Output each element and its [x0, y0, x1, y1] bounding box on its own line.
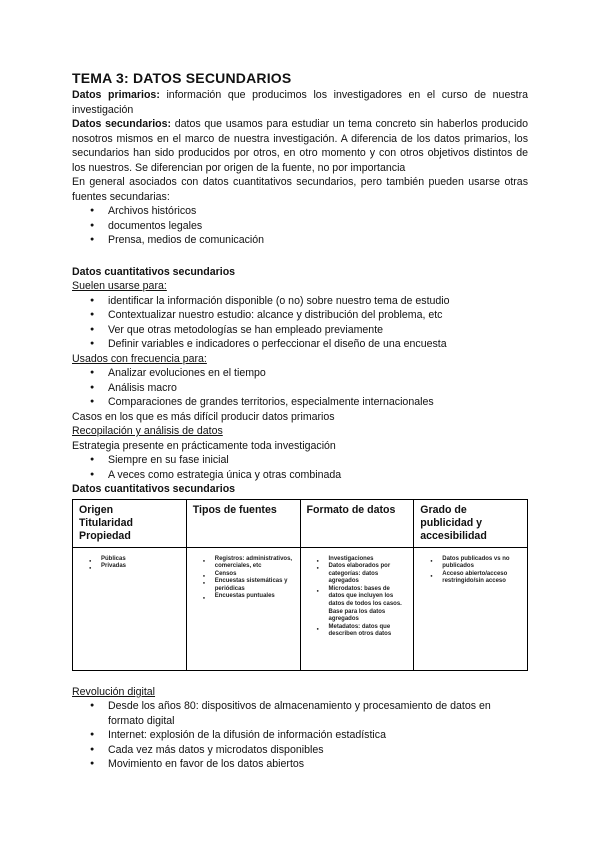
recopilacion-label: Recopilación y análisis de datos [72, 425, 223, 437]
cell-formato [300, 547, 414, 670]
suelen-list [72, 294, 528, 352]
list-item: ● identificar la información disponible (o no) sobre nuestro tema de estudio [108, 294, 528, 309]
list-item: ● Contextualizar nuestro estudio: alcance y distribución del problema, etc [108, 308, 528, 323]
header-origen: Origen Titularidad Propiedad [73, 499, 187, 547]
list-item: ● Registros: administrativos, comerciales, etc [215, 556, 294, 571]
secundarios-paragraph [72, 117, 528, 175]
list-item: ● Prensa, medios de comunicación [108, 233, 528, 248]
list-item: ● Censos [215, 571, 294, 579]
revolucion-list [72, 699, 528, 772]
list-item: ● Investigaciones [329, 556, 408, 564]
list-item: ● A veces como estrategia única y otras combinada [108, 468, 528, 483]
list-item: ● Acceso abierto/acceso restringido/sin acceso [442, 571, 521, 586]
list-item: ● Comparaciones de grandes territorios, especialmente internacionales [108, 395, 528, 410]
list-item: ● Metadatos: datos que describen otros datos [329, 624, 408, 639]
revolucion-label: Revolución digital [72, 685, 156, 698]
fuentes-list [72, 204, 528, 248]
sources-table [72, 499, 528, 671]
list-item: ● Datos elaborados por categorías: datos agregados [329, 563, 408, 586]
primarios-text: información que producimos los investigadores en el curso de nuestra investigación [72, 89, 528, 116]
list-item: ● Desde los años 80: dispositivos de almacenamiento y procesamiento de datos en formato digital [108, 699, 528, 728]
list-item: ● Encuestas puntuales [215, 593, 294, 601]
header-tipos: Tipos de fuentes [186, 499, 300, 547]
document-page [72, 70, 528, 772]
list-item: ● Datos publicados vs no publicados [442, 556, 521, 571]
cuantitativos-heading: Datos cuantitativos secundarios [72, 265, 236, 278]
list-item: ● Cada vez más datos y microdatos disponibles [108, 743, 528, 758]
estrategia-text: Estrategia presente en prácticamente toda investigación [72, 439, 336, 452]
header-grado: Grado de publicidad y accesibilidad [414, 499, 528, 547]
suelen-label: Suelen usarse para: [72, 280, 167, 292]
table-header-row [73, 499, 528, 547]
cell-grado [414, 547, 528, 670]
list-item: ● Movimiento en favor de los datos abiertos [108, 757, 528, 772]
list-item: ● Siempre en su fase inicial [108, 453, 528, 468]
list-item: ● Ver que otras metodologías se han empleado previamente [108, 323, 528, 338]
page-title: TEMA 3: DATOS SECUNDARIOS [72, 70, 292, 86]
general-text: En general asociados con datos cuantitativos secundarios, pero también pueden usarse otras fuentes secundarias: [72, 176, 528, 203]
estrategia-list [72, 453, 528, 482]
list-item: ● Microdatos: bases de datos que incluyen los datos de todos los casos. Base para los datos agregados [329, 586, 408, 624]
table-heading: Datos cuantitativos secundarios [72, 483, 236, 495]
list-item: ● Privadas [101, 563, 180, 571]
primarios-label: Datos primarios: [72, 89, 160, 101]
list-item: ● documentos legales [108, 219, 528, 234]
primarios-paragraph [72, 88, 528, 117]
list-item: ● Definir variables e indicadores o perfeccionar el diseño de una encuesta [108, 337, 528, 352]
usados-label: Usados con frecuencia para: [72, 352, 207, 365]
list-item: ● Encuestas sistemáticas y periódicas [215, 578, 294, 593]
cell-tipos [186, 547, 300, 670]
secundarios-label: Datos secundarios: [72, 118, 172, 130]
list-item: ● Internet: explosión de la difusión de información estadística [108, 728, 528, 743]
list-item: ● Archivos históricos [108, 204, 528, 219]
secundarios-text: datos que usamos para estudiar un tema concreto sin haberlos producido nosotros mismos en el marco de nuestra investigación. A diferencia de los datos primarios, los secundarios han sido producidos por otros, en otro momento y con otros objetivos distintos de los nuestros. Se diferencian por origen de la fuente, no por importancia [72, 118, 528, 174]
casos-text: Casos en los que es más difícil producir datos primarios [72, 410, 335, 423]
table-row [73, 547, 528, 670]
list-item: ● Públicas [101, 556, 180, 564]
usados-list [72, 366, 528, 410]
cell-origen [73, 547, 187, 670]
list-item: ● Analizar evoluciones en el tiempo [108, 366, 528, 381]
header-formato: Formato de datos [300, 499, 414, 547]
list-item: ● Análisis macro [108, 381, 528, 396]
